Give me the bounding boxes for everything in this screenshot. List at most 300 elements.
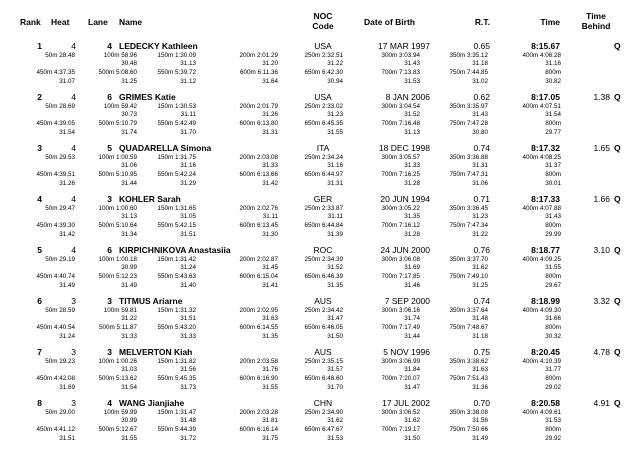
row-time: 8:17.32: [531, 143, 560, 153]
split-d350: 31.63: [472, 366, 488, 373]
split-s650: 650m 6:45.35: [304, 120, 343, 127]
row-name: TITMUS Ariarne: [119, 296, 183, 306]
split-d400: 31.55: [545, 264, 561, 271]
result-row: [0, 296, 640, 350]
split-d750: 31.06: [472, 180, 488, 187]
split-d200: 31.81: [262, 417, 278, 424]
split-s650: 650m 6:46.05: [304, 324, 343, 331]
row-time: 8:18.99: [531, 296, 560, 306]
split-d550: 31.40: [180, 282, 196, 289]
row-behind: 4.78: [593, 347, 610, 357]
split-d750: 30.80: [472, 129, 488, 136]
split-d150: 31.05: [180, 213, 196, 220]
split-s700: 700m 7:16.25: [381, 171, 420, 178]
split-d450: 31.07: [59, 78, 75, 85]
split-s100: 100m 59.42: [103, 103, 137, 110]
split-s500: 500m 5:10.95: [98, 171, 137, 178]
row-q: Q: [614, 41, 621, 51]
split-s300: 300m 3:06.08: [381, 256, 420, 263]
row-time: 8:17.33: [531, 194, 560, 204]
split-d500: 31.55: [121, 435, 137, 442]
split-d650: 31.70: [327, 384, 343, 391]
split-d200: 31.26: [262, 111, 278, 118]
row-rt: 0.74: [473, 296, 490, 306]
split-s500: 500m 5:10.64: [98, 222, 137, 229]
split-d600: 31.75: [262, 435, 278, 442]
split-d250: 31.23: [327, 111, 343, 118]
split-d300: 31.74: [404, 315, 420, 322]
row-lane: 6: [107, 92, 112, 102]
split-d450: 31.49: [59, 282, 75, 289]
split-s450: 450m 4:40.54: [36, 324, 75, 331]
split-d350: 31.18: [472, 60, 488, 67]
lane-header: Lane: [88, 17, 108, 27]
split-s150: 150m 1:31.65: [157, 205, 196, 212]
split-s100: 100m 59.99: [103, 409, 137, 416]
split-d700: 31.13: [404, 129, 420, 136]
split-d450: 31.69: [59, 384, 75, 391]
row-behind: 1.66: [593, 194, 610, 204]
split-s800: 800m: [545, 69, 561, 76]
row-rank: 1: [37, 41, 42, 51]
split-s650: 650m 6:44.84: [304, 222, 343, 229]
split-d450: 31.24: [59, 333, 75, 340]
row-heat: 4: [71, 194, 76, 204]
split-s50: 50m 29.53: [45, 154, 75, 161]
split-s150: 150m 1:30.53: [157, 103, 196, 110]
split-d800: 29.92: [545, 435, 561, 442]
result-row: [0, 245, 640, 299]
split-d600: 31.41: [262, 282, 278, 289]
split-d400: 31.77: [545, 366, 561, 373]
split-s700: 700m 7:17.49: [381, 324, 420, 331]
split-s150: 150m 1:31.75: [157, 154, 196, 161]
split-d300: 31.62: [404, 417, 420, 424]
row-heat: 4: [71, 143, 76, 153]
split-s600: 600m 6:13.66: [239, 171, 278, 178]
split-s250: 250m 2:34.42: [304, 307, 343, 314]
split-s450: 450m 4:39.05: [36, 120, 75, 127]
split-d200: 31.11: [262, 213, 278, 220]
split-d400: 31.16: [545, 60, 561, 67]
split-d250: 31.52: [327, 264, 343, 271]
row-dob: 17 JUL 2002: [382, 398, 430, 408]
split-d350: 31.31: [472, 162, 488, 169]
split-s800: 800m: [545, 120, 561, 127]
row-dob: 7 SEP 2000: [384, 296, 430, 306]
row-time: 8:18.77: [531, 245, 560, 255]
row-lane: 3: [107, 194, 112, 204]
split-s550: 550m 5:42.49: [157, 120, 196, 127]
row-behind: 4.91: [593, 398, 610, 408]
split-d300: 31.84: [404, 366, 420, 373]
row-time: 8:20.58: [531, 398, 560, 408]
row-lane: 3: [107, 347, 112, 357]
split-s200: 200m 2:02.95: [239, 307, 278, 314]
split-s800: 800m: [545, 375, 561, 382]
split-d750: 31.49: [472, 435, 488, 442]
split-s50: 50m 29.00: [45, 409, 75, 416]
split-s800: 800m: [545, 426, 561, 433]
split-d350: 31.23: [472, 213, 488, 220]
split-d150: 31.48: [180, 417, 196, 424]
split-d250: 31.11: [327, 213, 343, 220]
result-row: [0, 347, 640, 401]
row-heat: 4: [71, 92, 76, 102]
split-s50: 50m 28.59: [45, 307, 75, 314]
split-s300: 300m 3:06.52: [381, 409, 420, 416]
split-d250: 31.22: [327, 60, 343, 67]
split-s450: 450m 4:40.74: [36, 273, 75, 280]
split-d250: 31.47: [327, 315, 343, 322]
split-s550: 550m 5:42.15: [157, 222, 196, 229]
split-d100: 30.73: [121, 111, 137, 118]
split-d650: 31.39: [327, 231, 343, 238]
split-d550: 31.12: [180, 78, 196, 85]
row-name: WANG Jianjiahe: [119, 398, 185, 408]
split-s500: 500m 5:10.79: [98, 120, 137, 127]
split-s750: 750m 7:47.31: [449, 171, 488, 178]
split-s100: 100m 1:00.60: [98, 205, 137, 212]
split-s450: 450m 4:37.35: [36, 69, 75, 76]
split-d600: 31.30: [262, 231, 278, 238]
split-d100: 30.99: [121, 264, 137, 271]
row-q: Q: [614, 245, 621, 255]
row-noc: USA: [314, 41, 332, 51]
split-d150: 31.13: [180, 60, 196, 67]
split-s650: 650m 6:48.60: [304, 375, 343, 382]
split-s500: 500m 5:13.62: [98, 375, 137, 382]
dob-header: Date of Birth: [364, 17, 415, 27]
split-s50: 50m 29.47: [45, 205, 75, 212]
row-time: 8:20.45: [531, 347, 560, 357]
split-d600: 31.35: [262, 333, 278, 340]
split-d200: 31.76: [262, 366, 278, 373]
split-d600: 31.31: [262, 129, 278, 136]
split-s450: 450m 4:39.51: [36, 171, 75, 178]
split-d100: 31.13: [121, 213, 137, 220]
split-s250: 250m 2:33.02: [304, 103, 343, 110]
split-d650: 31.53: [327, 435, 343, 442]
split-d150: 31.51: [180, 315, 196, 322]
split-s250: 250m 2:34.90: [304, 409, 343, 416]
row-rt: 0.70: [473, 398, 490, 408]
split-s800: 800m: [545, 171, 561, 178]
row-time: 8:15.67: [531, 41, 560, 51]
split-s550: 550m 5:44.39: [157, 426, 196, 433]
split-s350: 350m 3:36.88: [449, 154, 488, 161]
split-d700: 31.53: [404, 78, 420, 85]
split-d300: 31.52: [404, 111, 420, 118]
split-s250: 250m 2:34.39: [304, 256, 343, 263]
split-d700: 31.28: [404, 231, 420, 238]
split-s350: 350m 3:37.70: [449, 256, 488, 263]
split-d500: 31.54: [121, 384, 137, 391]
split-s650: 650m 6:46.39: [304, 273, 343, 280]
result-row: [0, 92, 640, 146]
row-noc: ROC: [313, 245, 333, 255]
split-s550: 550m 5:39.72: [157, 69, 196, 76]
split-s150: 150m 1:30.09: [157, 52, 196, 59]
split-d150: 31.11: [180, 111, 196, 118]
split-s750: 750m 7:51.43: [449, 375, 488, 382]
row-rank: 6: [37, 296, 42, 306]
split-d400: 31.37: [545, 162, 561, 169]
split-s550: 550m 5:42.24: [157, 171, 196, 178]
split-d200: 31.45: [262, 264, 278, 271]
split-s400: 400m 4:10.39: [522, 358, 561, 365]
row-behind: 1.65: [593, 143, 610, 153]
split-s650: 650m 6:47.67: [304, 426, 343, 433]
split-s750: 750m 7:49.10: [449, 273, 488, 280]
row-rt: 0.75: [473, 347, 490, 357]
split-d350: 31.56: [472, 417, 488, 424]
split-s600: 600m 6:16.14: [239, 426, 278, 433]
split-d300: 31.33: [404, 162, 420, 169]
split-d650: 30.94: [327, 78, 343, 85]
split-s50: 50m 29.19: [45, 256, 75, 263]
rank-header: Rank: [20, 17, 41, 27]
split-s750: 750m 7:50.66: [449, 426, 488, 433]
split-d200: 31.33: [262, 162, 278, 169]
split-d800: 30.32: [545, 333, 561, 340]
split-d550: 31.72: [180, 435, 196, 442]
split-d600: 31.64: [262, 78, 278, 85]
row-lane: 3: [107, 296, 112, 306]
split-s350: 350m 3:36.45: [449, 205, 488, 212]
split-s400: 400m 4:07.51: [522, 103, 561, 110]
split-d200: 31.20: [262, 60, 278, 67]
split-s150: 150m 1:31.42: [157, 256, 196, 263]
split-d400: 31.54: [545, 111, 561, 118]
split-s300: 300m 3:05.22: [381, 205, 420, 212]
split-s450: 450m 4:41.12: [36, 426, 75, 433]
split-d100: 30.48: [121, 60, 137, 67]
split-s50: 50m 28.48: [45, 52, 75, 59]
split-d350: 31.62: [472, 264, 488, 271]
split-s500: 500m 5:11.87: [98, 324, 137, 331]
row-lane: 5: [107, 143, 112, 153]
result-row: [0, 143, 640, 197]
split-s500: 500m 5:08.60: [98, 69, 137, 76]
split-d350: 31.48: [472, 315, 488, 322]
row-name: KIRPICHNIKOVA Anastasiia: [119, 245, 231, 255]
split-s550: 550m 5:43.63: [157, 273, 196, 280]
row-q: Q: [614, 347, 621, 357]
row-q: Q: [614, 194, 621, 204]
split-s750: 750m 7:47.34: [449, 222, 488, 229]
split-s700: 700m 7:13.83: [381, 69, 420, 76]
result-row: [0, 41, 640, 95]
row-noc: AUS: [314, 296, 332, 306]
split-s200: 200m 2:03.58: [239, 358, 278, 365]
split-d300: 31.69: [404, 264, 420, 271]
split-s300: 300m 3:03.94: [381, 52, 420, 59]
split-s550: 550m 5:45.35: [157, 375, 196, 382]
split-s400: 400m 4:09.61: [522, 409, 561, 416]
row-lane: 6: [107, 245, 112, 255]
split-d650: 31.35: [327, 282, 343, 289]
split-d450: 31.54: [59, 129, 75, 136]
split-s700: 700m 7:19.17: [381, 426, 420, 433]
split-d150: 31.16: [180, 162, 196, 169]
split-s500: 500m 5:12.67: [98, 426, 137, 433]
split-s600: 600m 6:13.80: [239, 120, 278, 127]
row-q: Q: [614, 92, 621, 102]
time-behind-header: Time Behind: [581, 11, 611, 31]
split-d650: 31.31: [327, 180, 343, 187]
row-q: Q: [614, 296, 621, 306]
row-rank: 8: [37, 398, 42, 408]
split-d800: 29.99: [545, 231, 561, 238]
split-d100: 31.22: [121, 315, 137, 322]
result-row: [0, 194, 640, 248]
split-s50: 50m 28.69: [45, 103, 75, 110]
split-s650: 650m 6:44.97: [304, 171, 343, 178]
noc-header: NOC Code: [312, 11, 334, 31]
row-rt: 0.65: [473, 41, 490, 51]
split-d700: 31.50: [404, 435, 420, 442]
split-s350: 350m 3:38.08: [449, 409, 488, 416]
split-d150: 31.24: [180, 264, 196, 271]
split-d500: 31.44: [121, 180, 137, 187]
split-s100: 100m 1:00.59: [98, 154, 137, 161]
split-d800: 29.02: [545, 384, 561, 391]
split-d650: 31.50: [327, 333, 343, 340]
row-lane: 4: [107, 398, 112, 408]
row-rt: 0.76: [473, 245, 490, 255]
split-d300: 31.43: [404, 60, 420, 67]
split-d200: 31.63: [262, 315, 278, 322]
split-s350: 350m 3:37.64: [449, 307, 488, 314]
row-noc: AUS: [314, 347, 332, 357]
split-s350: 350m 3:35.97: [449, 103, 488, 110]
split-d550: 31.51: [180, 231, 196, 238]
split-d750: 31.02: [472, 78, 488, 85]
row-behind: 1.38: [593, 92, 610, 102]
row-noc: CHN: [313, 398, 333, 408]
split-s250: 250m 2:32.51: [304, 52, 343, 59]
row-dob: 24 JUN 2000: [380, 245, 430, 255]
split-s100: 100m 58.96: [103, 52, 137, 59]
split-d550: 31.73: [180, 384, 196, 391]
row-heat: 4: [71, 245, 76, 255]
row-rank: 7: [37, 347, 42, 357]
split-d450: 31.51: [59, 435, 75, 442]
row-q: Q: [614, 398, 621, 408]
split-d250: 31.62: [327, 417, 343, 424]
split-d750: 31.25: [472, 282, 488, 289]
split-s100: 100m 1:00.26: [98, 358, 137, 365]
split-s800: 800m: [545, 273, 561, 280]
split-s300: 300m 3:04.54: [381, 103, 420, 110]
result-row: [0, 398, 640, 452]
split-d150: 31.56: [180, 366, 196, 373]
split-s600: 600m 6:14.55: [239, 324, 278, 331]
split-s400: 400m 4:08.25: [522, 154, 561, 161]
split-s200: 200m 2:02.76: [239, 205, 278, 212]
split-d250: 31.57: [327, 366, 343, 373]
split-s600: 600m 6:15.04: [239, 273, 278, 280]
split-s400: 400m 4:07.88: [522, 205, 561, 212]
split-s300: 300m 3:05.57: [381, 154, 420, 161]
split-d550: 31.33: [180, 333, 196, 340]
split-d700: 31.44: [404, 333, 420, 340]
split-d650: 31.55: [327, 129, 343, 136]
row-rank: 3: [37, 143, 42, 153]
split-s100: 100m 59.81: [103, 307, 137, 314]
split-s300: 300m 3:06.16: [381, 307, 420, 314]
row-dob: 5 NOV 1996: [383, 347, 430, 357]
row-name: QUADARELLA Simona: [119, 143, 212, 153]
split-d550: 31.29: [180, 180, 196, 187]
row-behind: 3.32: [593, 296, 610, 306]
split-d100: 31.06: [121, 162, 137, 169]
split-d700: 31.47: [404, 384, 420, 391]
split-s350: 350m 3:35.12: [449, 52, 488, 59]
row-dob: 20 JUN 1994: [380, 194, 430, 204]
rt-header: R.T.: [474, 17, 490, 27]
name-header: Name: [119, 17, 143, 27]
split-s150: 150m 1:31.82: [157, 358, 196, 365]
split-d750: 31.22: [472, 231, 488, 238]
split-s700: 700m 7:16.48: [381, 120, 420, 127]
row-name: MELVERTON Kiah: [119, 347, 193, 357]
split-s650: 650m 6:42.30: [304, 69, 343, 76]
split-s100: 100m 1:00.18: [98, 256, 137, 263]
split-s600: 600m 6:16.90: [239, 375, 278, 382]
split-s250: 250m 2:35.15: [304, 358, 343, 365]
split-d600: 31.55: [262, 384, 278, 391]
row-dob: 8 JAN 2006: [385, 92, 430, 102]
split-s800: 800m: [545, 222, 561, 229]
row-dob: 17 MAR 1997: [378, 41, 430, 51]
split-s50: 50m 29.23: [45, 358, 75, 365]
split-d750: 31.18: [472, 333, 488, 340]
split-d700: 31.28: [404, 180, 420, 187]
row-behind: 3.10: [593, 245, 610, 255]
row-rank: 4: [37, 194, 42, 204]
split-d450: 31.26: [59, 180, 75, 187]
split-s550: 550m 5:43.20: [157, 324, 196, 331]
split-d800: 30.01: [545, 180, 561, 187]
row-rt: 0.62: [473, 92, 490, 102]
row-heat: 3: [71, 347, 76, 357]
split-d500: 31.74: [121, 129, 137, 136]
row-q: Q: [614, 143, 621, 153]
row-name: LEDECKY Kathleen: [119, 41, 198, 51]
split-s200: 200m 2:03.08: [239, 154, 278, 161]
row-lane: 4: [107, 41, 112, 51]
split-d100: 31.03: [121, 366, 137, 373]
split-d250: 31.16: [327, 162, 343, 169]
split-s750: 750m 7:48.67: [449, 324, 488, 331]
row-rt: 0.71: [473, 194, 490, 204]
split-d350: 31.43: [472, 111, 488, 118]
row-heat: 4: [71, 41, 76, 51]
split-d400: 31.43: [545, 213, 561, 220]
split-s200: 200m 2:02.87: [239, 256, 278, 263]
split-d500: 31.34: [121, 231, 137, 238]
split-s750: 750m 7:47.28: [449, 120, 488, 127]
split-d800: 29.77: [545, 129, 561, 136]
split-s800: 800m: [545, 324, 561, 331]
split-d500: 31.49: [121, 282, 137, 289]
split-d600: 31.42: [262, 180, 278, 187]
split-d750: 31.36: [472, 384, 488, 391]
split-s700: 700m 7:16.12: [381, 222, 420, 229]
split-d500: 31.25: [121, 78, 137, 85]
